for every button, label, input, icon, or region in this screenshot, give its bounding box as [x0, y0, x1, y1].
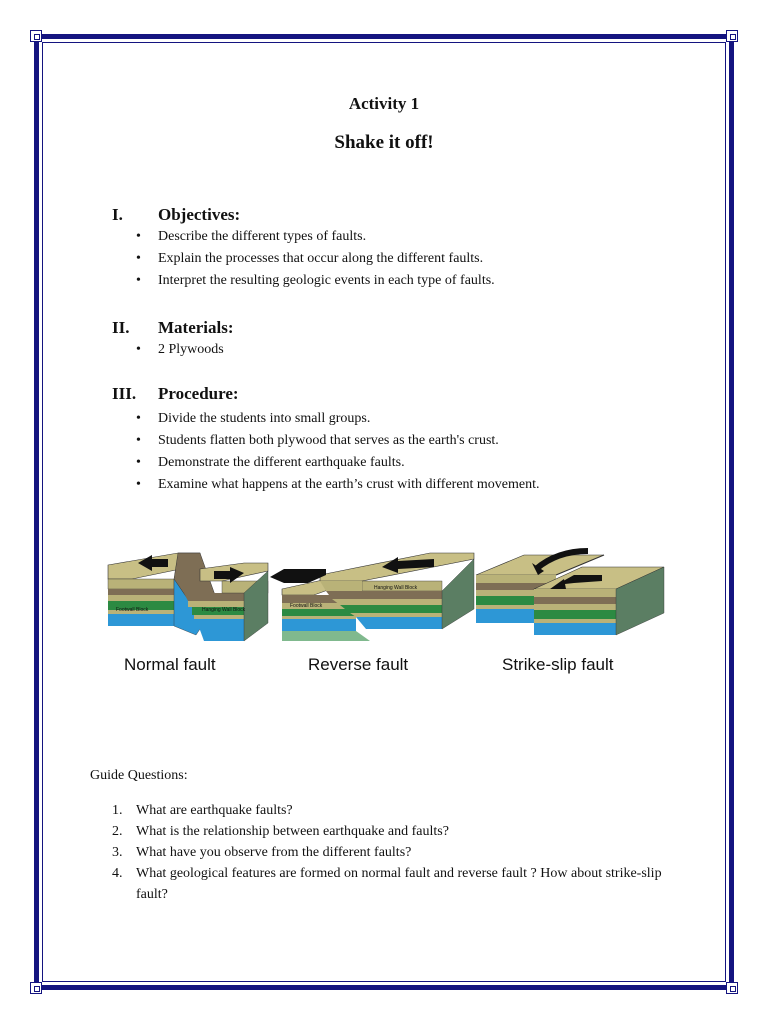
list-item: • 2 Plywoods [134, 339, 224, 361]
section-procedure-heading [112, 384, 239, 404]
reverse-fault-diagram [270, 553, 474, 641]
section-title: Materials: [158, 318, 234, 337]
border-corner-ornament [30, 982, 42, 994]
section-materials-heading [112, 318, 234, 338]
list-item: • Describe the different types of faults. [134, 226, 495, 248]
strike-slip-fault-diagram [476, 551, 664, 635]
procedure-list [134, 408, 540, 496]
border-corner-ornament [30, 30, 42, 42]
question-number: 4. [112, 866, 123, 881]
fault-types-illustration [104, 545, 670, 655]
materials-list [134, 339, 224, 361]
question-text: What is the relationship between earthquake and faults? [136, 824, 449, 839]
question-text: What are earthquake faults? [136, 803, 293, 818]
border-corner-ornament [726, 30, 738, 42]
activity-number: Activity 1 [348, 94, 420, 113]
section-objectives-heading [112, 205, 240, 225]
hanging-wall-label: Hanging Wall Block [202, 607, 246, 613]
question-number: 1. [112, 803, 123, 818]
list-item: • Examine what happens at the earth’s crust with different movement. [134, 474, 540, 496]
border-corner-ornament [726, 982, 738, 994]
list-item: • Interpret the resulting geologic events in each type of faults. [134, 270, 495, 292]
question-text: What have you observe from the different faults? [136, 845, 412, 860]
list-item: • Demonstrate the different earthquake faults. [134, 452, 540, 474]
section-number: III. [112, 384, 137, 403]
guide-questions-list [112, 800, 672, 905]
question-item [112, 842, 672, 863]
caption-reverse-fault: Reverse fault [308, 655, 409, 674]
activity-title: Shake it off! [334, 132, 434, 153]
question-item [112, 821, 672, 842]
list-item: • Divide the students into small groups. [134, 408, 540, 430]
question-item [112, 800, 672, 821]
guide-questions-label: Guide Questions: [90, 768, 188, 783]
question-number: 3. [112, 845, 123, 860]
caption-normal-fault: Normal fault [124, 655, 216, 674]
section-number: I. [112, 205, 123, 224]
question-item [112, 863, 672, 905]
question-text: What geological features are formed on normal fault and reverse fault ? How about strike-slip fault? [136, 866, 662, 902]
normal-fault-diagram [108, 553, 268, 641]
section-title: Objectives: [158, 205, 241, 224]
footwall-label: Footwall Block [290, 603, 323, 609]
question-number: 2. [112, 824, 123, 839]
section-number: II. [112, 318, 130, 337]
list-item: • Explain the processes that occur along the different faults. [134, 248, 495, 270]
list-item: • Students flatten both plywood that serves as the earth's crust. [134, 430, 540, 452]
caption-strike-slip-fault: Strike-slip fault [502, 655, 614, 674]
footwall-label: Footwall Block [116, 607, 149, 613]
section-title: Procedure: [158, 384, 239, 403]
hanging-wall-label: Hanging Wall Block [374, 585, 418, 591]
objectives-list [134, 226, 495, 292]
